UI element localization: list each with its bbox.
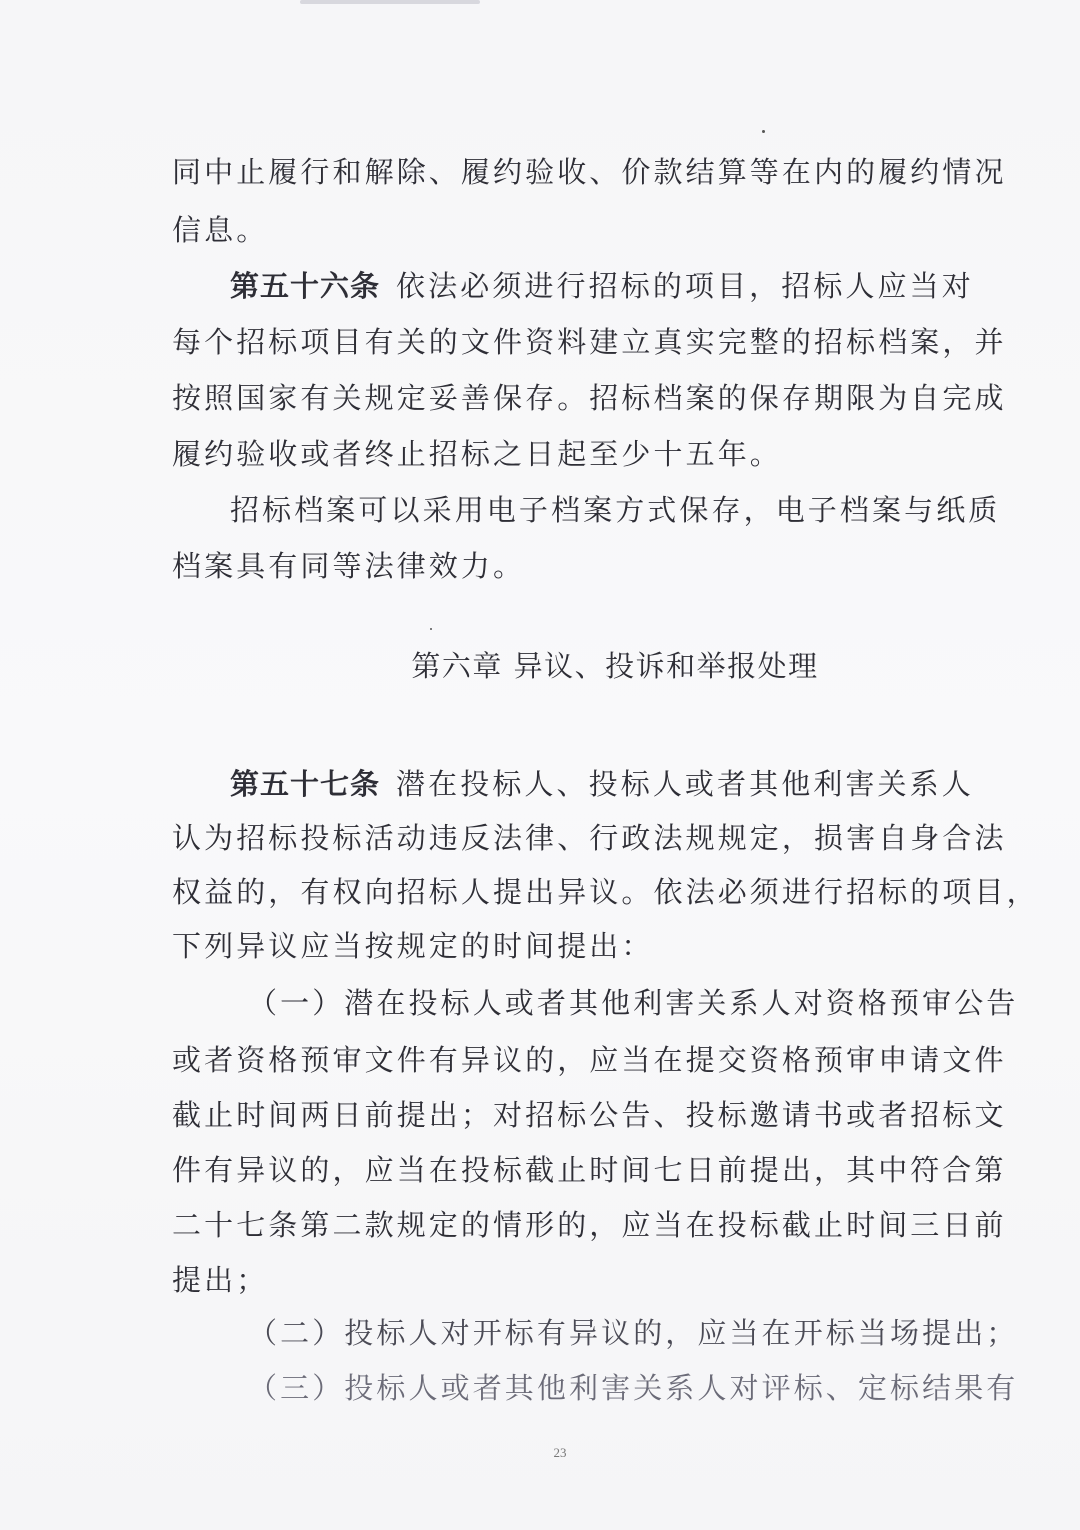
list-item-2-line: （二）投标人对开标有异议的，应当在开标当场提出；: [248, 1316, 1019, 1350]
text-line: 履约验收或者终止招标之日起至少十五年。: [172, 437, 782, 471]
page-number: 23: [553, 1445, 567, 1460]
text-line: 依法必须进行招标的项目，招标人应当对: [396, 269, 974, 303]
article-56-number: 第五十六条: [230, 269, 381, 303]
text-line: 档案具有同等法律效力。: [172, 549, 526, 583]
chapter-title: 第六章 异议、投诉和举报处理: [411, 649, 819, 683]
article-57-number: 第五十七条: [230, 767, 381, 801]
text-line: 或者资格预审文件有异议的，应当在提交资格预审申请文件: [172, 1043, 1007, 1077]
text-line: 截止时间两日前提出；对招标公告、投标邀请书或者招标文: [172, 1098, 1007, 1132]
text-line: 每个招标项目有关的文件资料建立真实完整的招标档案，并: [172, 325, 1007, 359]
scan-speck: [762, 130, 765, 133]
scan-edge-artifact: [300, 0, 480, 4]
article-57-first-line: [230, 764, 974, 804]
article-56-first-line: [230, 266, 974, 306]
text-line: 下列异议应当按规定的时间提出：: [172, 929, 654, 963]
text-line: 信息。: [172, 213, 269, 247]
text-line: 同中止履行和解除、履约验收、价款结算等在内的履约情况: [172, 155, 1007, 189]
text-line: 招标档案可以采用电子档案方式保存，电子档案与纸质: [230, 493, 1001, 527]
list-item-1-line: （一）潜在投标人或者其他利害关系人对资格预审公告: [248, 986, 1019, 1020]
text-line: 认为招标投标活动违反法律、行政法规规定，损害自身合法: [172, 821, 1007, 855]
text-line: 权益的，有权向招标人提出异议。依法必须进行招标的项目，: [172, 875, 1039, 909]
text-line: 件有异议的，应当在投标截止时间七日前提出，其中符合第: [172, 1153, 1007, 1187]
text-line: 潜在投标人、投标人或者其他利害关系人: [396, 767, 974, 801]
text-line: 二十七条第二款规定的情形的，应当在投标截止时间三日前: [172, 1208, 1007, 1242]
scan-speck: [430, 628, 432, 630]
text-line: 按照国家有关规定妥善保存。招标档案的保存期限为自完成: [172, 381, 1007, 415]
text-line: 提出；: [172, 1263, 269, 1297]
list-item-3-line: （三）投标人或者其他利害关系人对评标、定标结果有: [248, 1371, 1019, 1405]
